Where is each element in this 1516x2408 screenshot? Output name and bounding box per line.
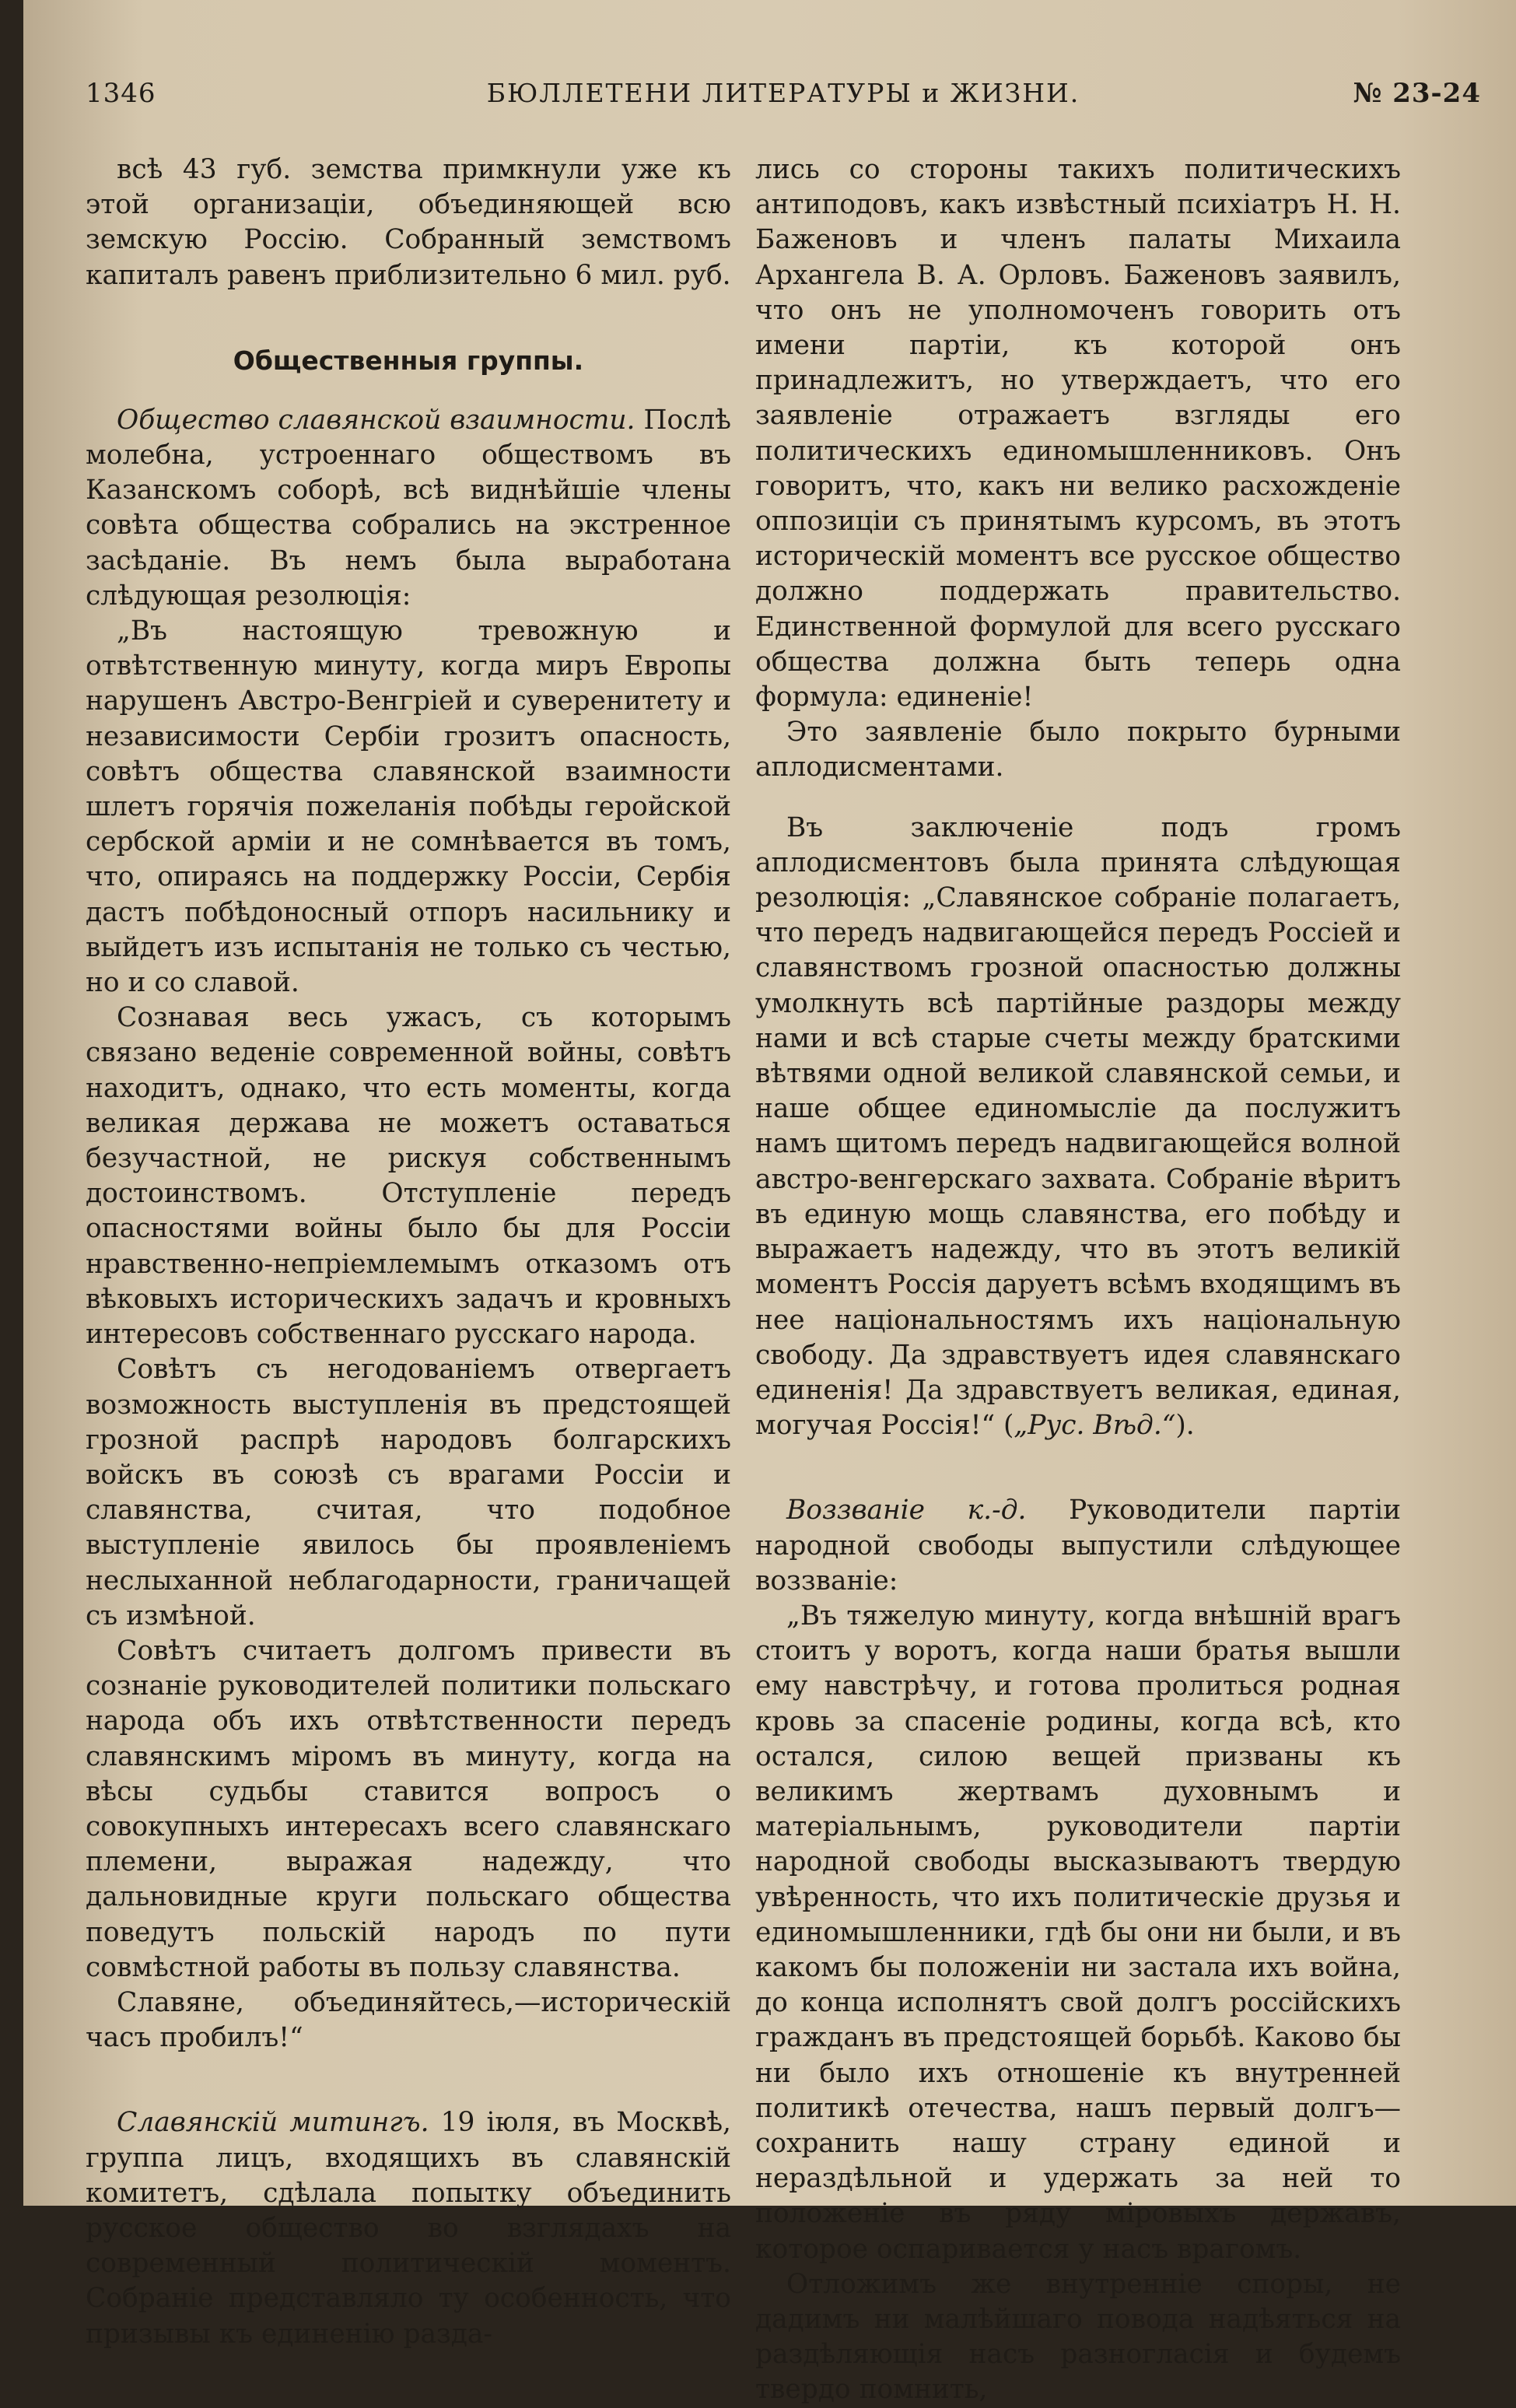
paragraph-text: Послѣ молебна, устроеннаго обществомъ въ Казанскомъ соборѣ, всѣ виднѣйшіе члены совѣта общества собрались на экстренное засѣданіе. Въ немъ была выработана слѣдующая резолюція: [86, 404, 731, 612]
paragraph [86, 2105, 731, 2351]
journal-page [23, 0, 1516, 2406]
left-column [86, 152, 731, 2352]
paragraph [755, 1493, 1401, 1599]
rubric-title: Славянскій митингъ. [117, 2107, 429, 2139]
paragraph: всѣ 43 губ. земства примкнули уже къ этой организаціи, объединяющей всю земскую Россію. Собранный земствомъ капиталъ равенъ приблизительно 6 мил. руб. [86, 154, 731, 291]
paragraph-text: Руководители партіи народной свободы выпустили слѣдующее воззваніе: [755, 1495, 1401, 1597]
paragraph-text: Въ заключеніе подъ громъ аплодисментовъ была принята слѣдующая резолюція: „Славянское собраніе полагаетъ, что передъ надвигающейся передъ Россіей и славянствомъ грозной опасностью должны умолкнуть всѣ партійные раздоры между нами и всѣ старые счеты между братскими вѣтвями одной великой славянской семьи, и наше общее единомысліе да послужитъ намъ щитомъ передъ надвигающейся волной австро-венгерскаго захвата. Собраніе вѣритъ въ единую мощь славянства, его побѣду и выражаетъ надежду, что въ этотъ великій моментъ Россія даруетъ всѣмъ входящимъ въ нее національностямъ ихъ національную свободу. Да здравствуетъ идея славянскаго единенія! Да здравствуетъ великая, единая, могучая Россія!“ ( [755, 811, 1401, 1442]
paragraph-text: 19 іюля, въ Москвѣ, группа лицъ, входящихъ въ славянскій комитетъ, сдѣлала попытку объединить русское общество во взглядахъ на современный политическій моментъ. Собраніе представляло ту особенность, что призывы къ единенію разда- [86, 2107, 731, 2350]
paragraph: Сознавая весь ужасъ, съ которымъ связано веденіе современной войны, совѣтъ находитъ, однако, что есть моменты, когда великая держава не можетъ оставаться безучастной, не рискуя собственнымъ достоинствомъ. Отступленіе передъ опасностями войны было бы для Россіи нравственно-непріемлемымъ отказомъ отъ вѣковыхъ историческихъ задачъ и кровныхъ интересовъ собственнаго русскаго народа. [86, 1002, 731, 1351]
right-column [755, 152, 1401, 2408]
rubric-title: Воззваніе к.-д. [786, 1495, 1027, 1526]
issue-number: № 23-24 [1353, 78, 1481, 109]
rubric-title: Общество славянской взаимности. [117, 404, 635, 436]
paragraph: Совѣтъ съ негодованіемъ отвергаетъ возможность выступленія въ предстоящей грозной распрѣ народовъ болгарскихъ войскъ въ союзѣ съ врагами Россіи и славянства, считая, что подобное выступленіе явилось бы проявленіемъ неслыханной неблагодарности, граничащей съ измѣной. [86, 1354, 731, 1632]
paragraph-text: ). [1175, 1410, 1195, 1442]
paragraph: Совѣтъ считаетъ долгомъ привести въ сознаніе руководителей политики польскаго народа объ ихъ отвѣтственности передъ славянскимъ міромъ въ минуту, когда на вѣсы судьбы ставится вопросъ о совокупныхъ интересахъ всего славянскаго племени, выражая надежду, что дальновидные круги польскаго общества поведутъ польскій народъ по пути совмѣстной работы въ пользу славянства. [86, 1635, 731, 1983]
paragraph: „Въ тяжелую минуту, когда внѣшній врагъ стоитъ у воротъ, когда наши братья вышли ему навстрѣчу, и готова пролиться родная кровь за спасеніе родины, когда всѣ, кто остался, силою вещей призваны къ великимъ жертвамъ духовнымъ и матеріальнымъ, руководители партіи народной свободы высказываютъ твердую увѣренность, что ихъ политическіе друзья и единомышленники, гдѣ бы они ни были, и въ какомъ бы положеніи ни застала ихъ война, до конца исполнятъ свой долгъ россійскихъ гражданъ въ предстоящей борьбѣ. Каково бы ни было ихъ отношеніе къ внутренней политикѣ отечества, нашъ первый долгъ—сохранить нашу страну единой и нераздѣльной и удержать за ней то положеніе въ ряду міровыхъ державъ, которое оспаривается у насъ врагомъ. [755, 1600, 1401, 2265]
section-heading: Общественныя группы. [233, 345, 584, 376]
paragraph: Славяне, объединяйтесь,—историческій часъ пробилъ!“ [86, 1986, 731, 2054]
paragraph [755, 811, 1401, 1444]
paragraph: Это заявленіе было покрыто бурными аплодисментами. [755, 717, 1401, 783]
paragraph [86, 403, 731, 614]
paragraph: „Въ настоящую тревожную и отвѣтственную минуту, когда миръ Европы нарушенъ Австро-Венгріей и суверенитету и независимости Сербіи грозитъ опасность, совѣтъ общества славянской взаимности шлетъ горячія пожеланія побѣды геройской сербской арміи и не сомнѣвается въ томъ, что, опираясь на поддержку Россіи, Сербія дастъ побѣдоносный отпоръ насильнику и выйдетъ изъ испытанія не только съ честью, но и со славой. [86, 615, 731, 999]
paragraph: Отложимъ же внутренніе споры, не дадимъ ни малѣйшаго повода надѣяться на раздѣляющія насъ разногласія и будемъ твердо помнить, [755, 2268, 1401, 2406]
page-number: 1346 [86, 78, 156, 109]
paragraph: лись со стороны такихъ политическихъ антиподовъ, какъ извѣстный психіатръ Н. Н. Баженовъ и членъ палаты Михаила Архангела В. А. Орловъ. Баженовъ заявилъ, что онъ не уполномоченъ говорить отъ имени партіи, къ которой онъ принадлежитъ, но утверждаетъ, что его заявленіе отражаетъ взгляды его политическихъ единомышленниковъ. Онъ говоритъ, что, какъ ни велико расхожденіе оппозиціи съ принятымъ курсомъ, въ этотъ историческій моментъ все русское общество должно поддержать правительство. Единственной формулой для всего русскаго общества должна быть теперь одна формула: единеніе! [755, 154, 1401, 713]
page-header [86, 72, 1481, 118]
source-citation: „Рус. Вѣд.“ [1014, 1410, 1176, 1442]
journal-title: БЮЛЛЕТЕНИ ЛИТЕРАТУРЫ и ЖИЗНИ. [486, 78, 1080, 108]
